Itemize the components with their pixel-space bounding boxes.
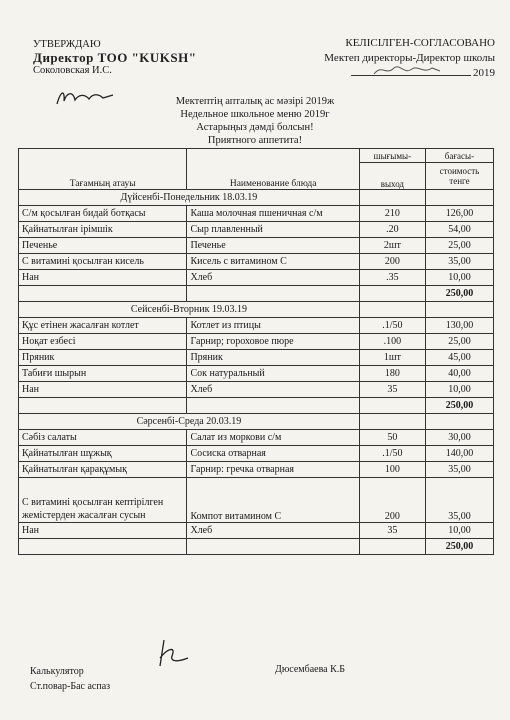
day-title: Сәрсенбі-Среда 20.03.19 bbox=[19, 414, 360, 430]
menu-title bbox=[0, 95, 510, 147]
approve-title: УТВЕРЖДАЮ bbox=[33, 39, 101, 50]
header-name-kz: Тағамның атауы bbox=[69, 179, 136, 189]
total-row bbox=[19, 398, 494, 414]
day-total: 250,00 bbox=[425, 286, 493, 302]
table-row: Қайнатылған шұжық Сосиска отварная .1/50 140,00 bbox=[19, 446, 494, 462]
table-row: С/м қосылған бидай ботқасы Каша молочная пшеничная с/м 210 126,00 bbox=[19, 206, 494, 222]
day-total: 250,00 bbox=[425, 398, 493, 414]
day-row bbox=[19, 302, 494, 318]
header-name-ru: Наименование блюда bbox=[229, 179, 317, 189]
day-row bbox=[19, 414, 494, 430]
approval-block bbox=[33, 38, 196, 77]
day-row bbox=[19, 190, 494, 206]
table-header-row bbox=[19, 149, 494, 163]
table-row: Қайнатылған қарақұмық Гарнир: гречка отварная 100 35,00 bbox=[19, 462, 494, 478]
table-row: Печенье Печенье 2шт 25,00 bbox=[19, 238, 494, 254]
table-row: Құс етінен жасалған котлет Котлет из птицы .1/50 130,00 bbox=[19, 318, 494, 334]
header-yield-kz: шығымы- bbox=[359, 149, 425, 163]
agree-title: КЕЛІСІЛГЕН-СОГЛАСОВАНО bbox=[345, 37, 495, 49]
table-row: Пряник Пряник 1шт 45,00 bbox=[19, 350, 494, 366]
greeting-kz: Астарыңыз дәмді болсын! bbox=[196, 122, 314, 133]
table-row: Ноқат езбесі Гарнир; гороховое пюре .100 25,00 bbox=[19, 334, 494, 350]
approve-name: Соколовская И.С. bbox=[33, 65, 112, 76]
header-cost-ru: стоимость тенге bbox=[425, 163, 493, 190]
signature-right-icon bbox=[372, 60, 442, 80]
approve-director: Директор ТОО "KUKSH" bbox=[33, 50, 197, 65]
chef-label: Ст.повар-Бас аспаз bbox=[30, 681, 111, 692]
table-row: Қайнатылған ірімшік Сыр плавленный .20 54,00 bbox=[19, 222, 494, 238]
footer-left bbox=[30, 664, 110, 694]
greeting-ru: Приятного аппетита! bbox=[207, 135, 303, 146]
agree-year: 2019 bbox=[473, 67, 495, 79]
table-row: С витамині қосылған кисель Кисель с витамином С 200 35,00 bbox=[19, 254, 494, 270]
header-cost-kz: бағасы- bbox=[425, 149, 493, 163]
day-title: Дүйсенбі-Понедельник 18.03.19 bbox=[19, 190, 360, 206]
footer-signer: Дюсембаева К.Б bbox=[275, 664, 346, 675]
total-row bbox=[19, 286, 494, 302]
day-title: Сейсенбі-Вторник 19.03.19 bbox=[19, 302, 360, 318]
agree-director: Мектеп директоры-Директор школы bbox=[324, 52, 495, 64]
calculator-label: Калькулятор bbox=[30, 666, 84, 677]
signature-footer-icon bbox=[150, 638, 190, 670]
table-row: Нан Хлеб 35 10,00 bbox=[19, 382, 494, 398]
table-row: Табиғи шырын Сок натуральный 180 40,00 bbox=[19, 366, 494, 382]
total-row bbox=[19, 539, 494, 555]
table-row: Сәбіз салаты Салат из моркови с/м 50 30,00 bbox=[19, 430, 494, 446]
table-row: Нан Хлеб .35 10,00 bbox=[19, 270, 494, 286]
day-total: 250,00 bbox=[425, 539, 493, 555]
header-yield-ru: выход bbox=[359, 163, 425, 190]
table-row: С витамині қосылған кептірілген жемістерден жасалған сусын Компот витамином С 200 35,00 bbox=[19, 478, 494, 523]
table-row: Нан Хлеб 35 10,00 bbox=[19, 523, 494, 539]
menu-table bbox=[18, 148, 494, 555]
title-ru: Недельное школьное меню 2019г bbox=[180, 109, 330, 120]
title-kz: Мектептің апталық ас мәзірі 2019ж bbox=[175, 96, 335, 107]
